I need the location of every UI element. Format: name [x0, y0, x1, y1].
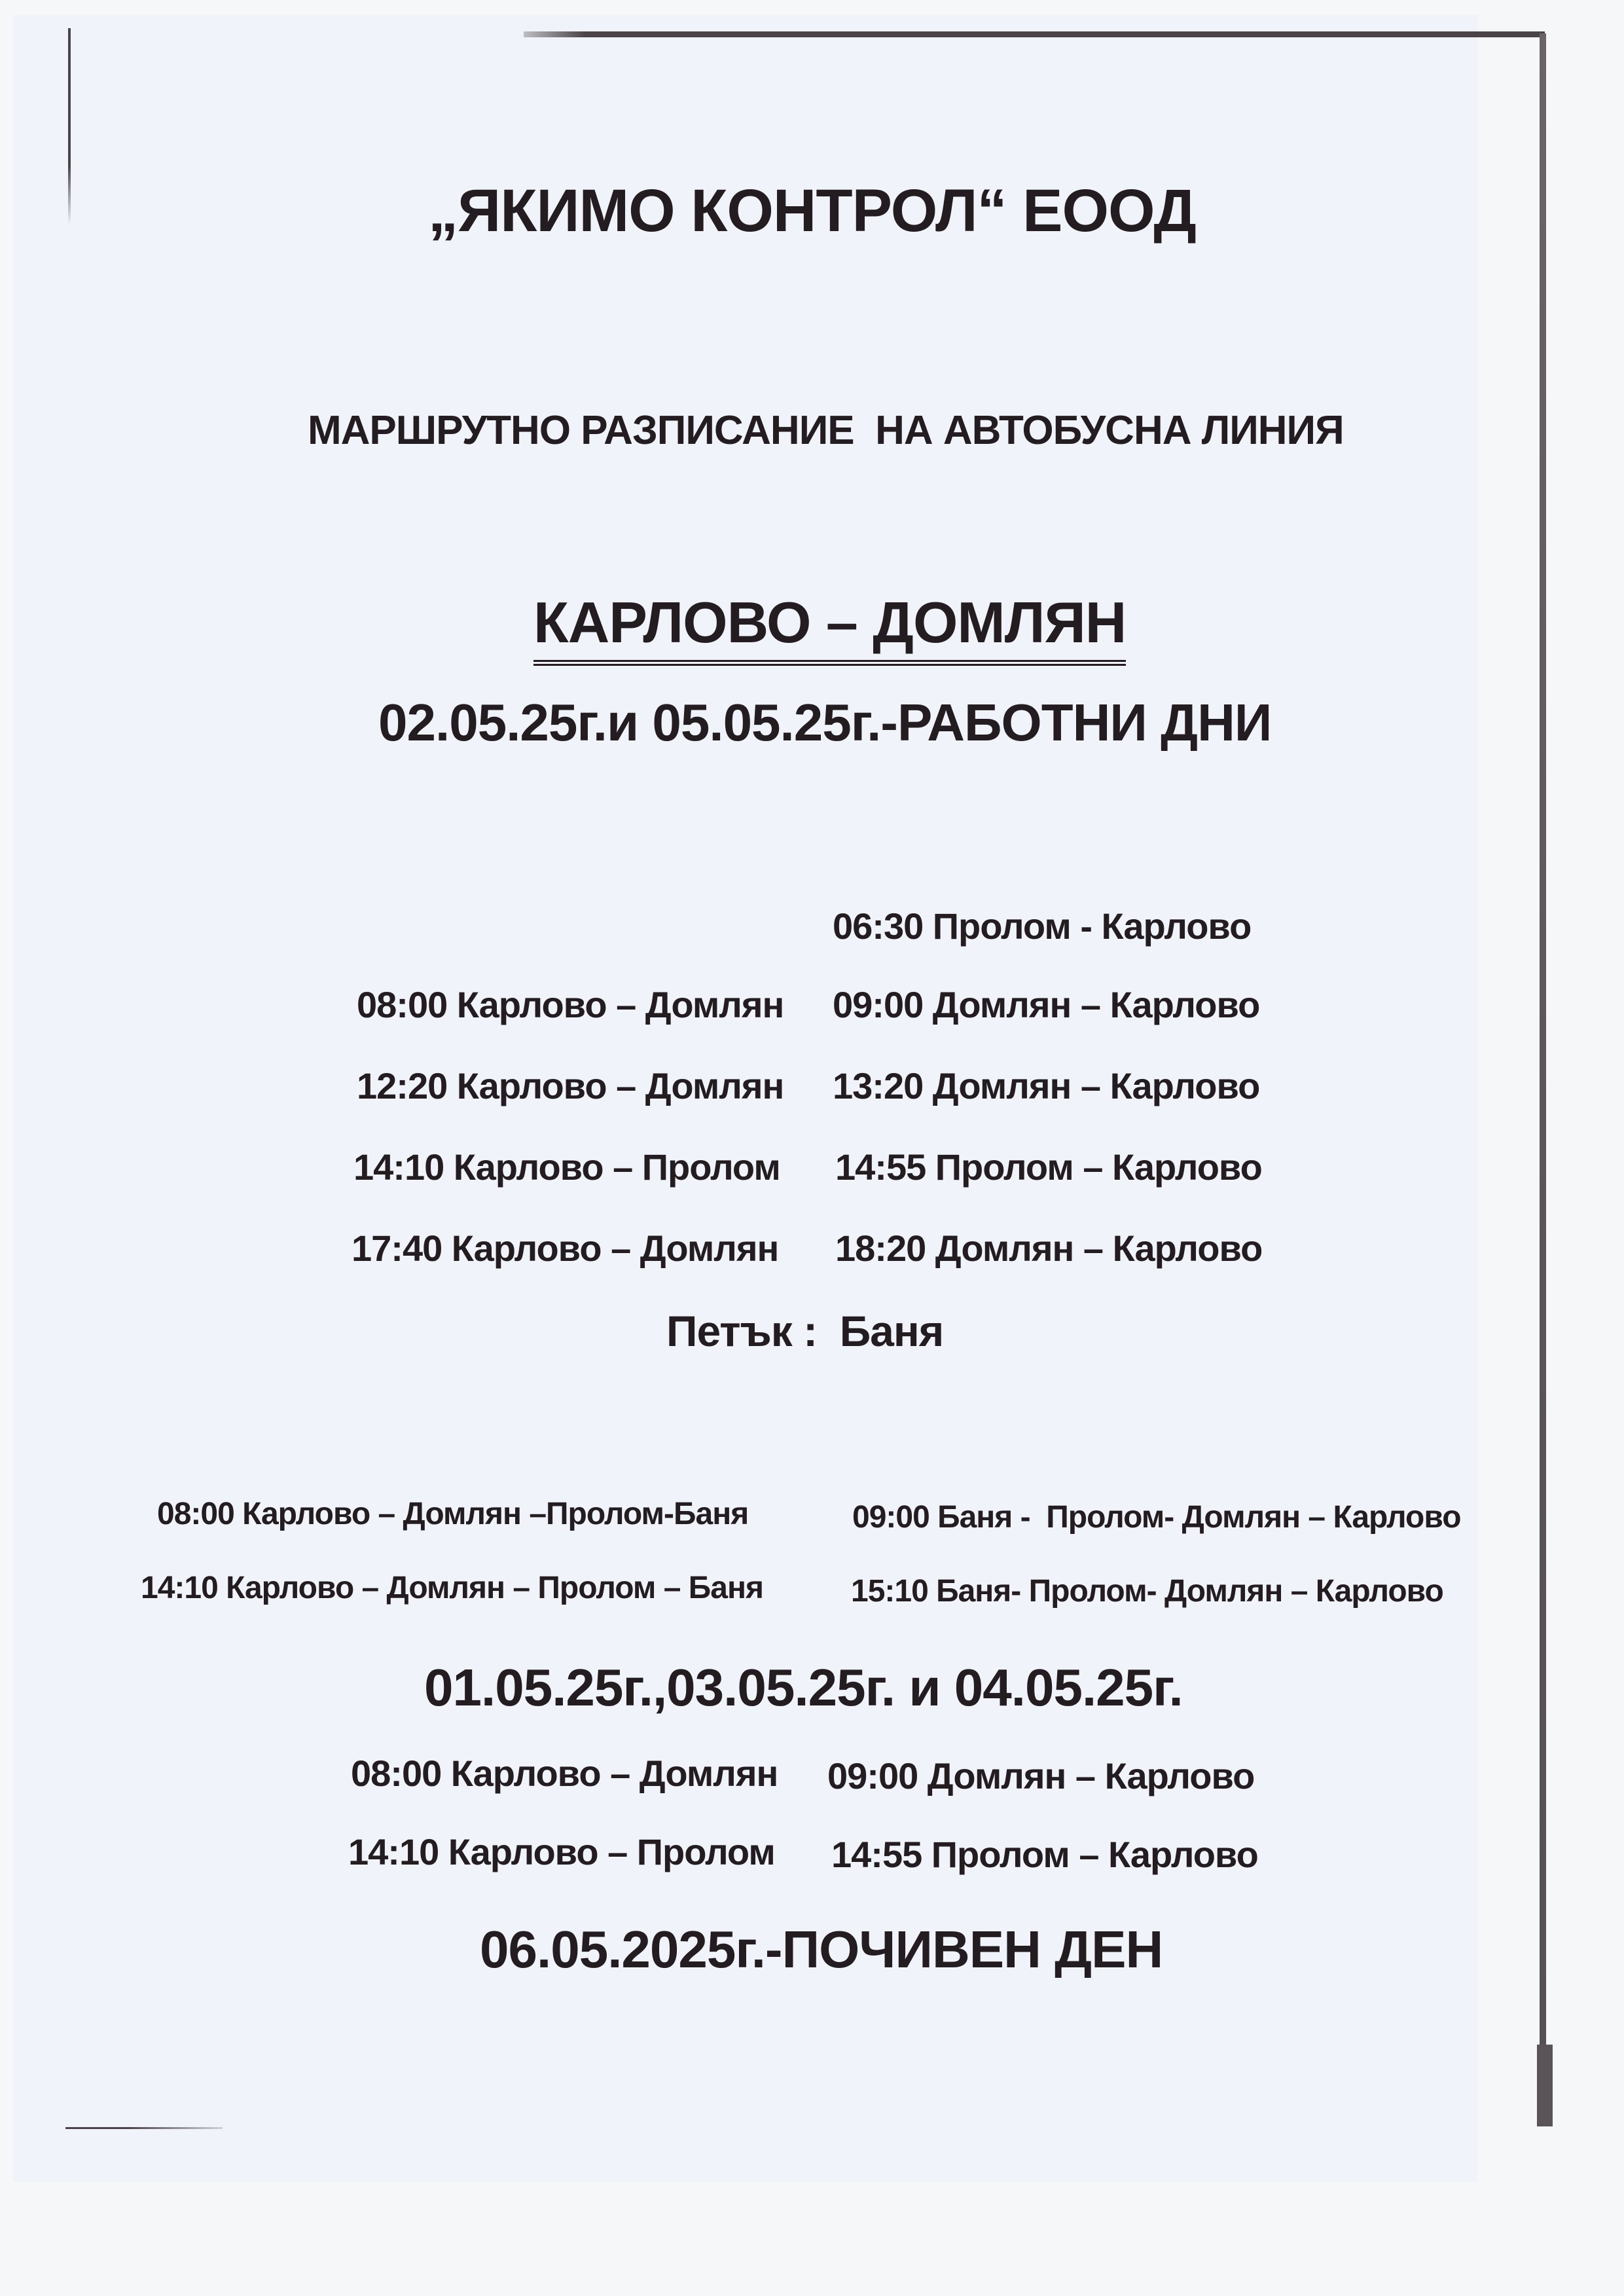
company-name: „ЯКИМО КОНТРОЛ“ ЕООД: [428, 177, 1196, 244]
schedule-entry-departure: 14:10 Карлово – Домлян – Пролом – Баня: [141, 1571, 763, 1605]
schedule-entry-departure: 08:00 Карлово – Домлян: [351, 1753, 778, 1794]
schedule-entry-departure: 08:00 Карлово – Домлян: [357, 984, 784, 1025]
schedule-entry-departure: 14:10 Карлово – Пролом: [348, 1831, 775, 1872]
schedule-entry-return: 14:55 Пролом – Карлово: [835, 1146, 1262, 1188]
holidays-heading: 01.05.25г.,03.05.25г. и 04.05.25г.: [424, 1658, 1183, 1717]
schedule-subtitle: МАРШРУТНО РАЗПИСАНИЕ НА АВТОБУСНА ЛИНИЯ: [308, 408, 1344, 453]
schedule-entry-return: 09:00 Домлян – Карлово: [827, 1755, 1255, 1796]
schedule-entry-return: 09:00 Баня - Пролом- Домлян – Карлово: [852, 1500, 1461, 1535]
right-border-line: [1540, 33, 1546, 2115]
working-days-heading: 02.05.25г.и 05.05.25г.-РАБОТНИ ДНИ: [378, 693, 1272, 752]
bottom-border-line: [65, 2127, 223, 2129]
top-border-line: [524, 31, 1545, 37]
schedule-entry-return: 15:10 Баня- Пролом- Домлян – Карлово: [851, 1574, 1443, 1609]
schedule-entry-return: 14:55 Пролом – Карлово: [831, 1834, 1258, 1875]
schedule-entry-return: 18:20 Домлян – Карлово: [835, 1228, 1263, 1269]
schedule-entry-departure: 12:20 Карлово – Домлян: [357, 1065, 784, 1106]
friday-heading: Петък : Баня: [666, 1307, 944, 1355]
schedule-entry-return: 06:30 Пролом - Карлово: [833, 905, 1252, 947]
right-border-line-end: [1537, 2045, 1553, 2126]
schedule-entry-departure: 08:00 Карлово – Домлян –Пролом-Баня: [157, 1497, 749, 1531]
schedule-entry-departure: 14:10 Карлово – Пролом: [353, 1146, 780, 1188]
schedule-entry-return: 09:00 Домлян – Карлово: [833, 984, 1260, 1025]
day-off-notice: 06.05.2025г.-ПОЧИВЕН ДЕН: [480, 1920, 1163, 1978]
route-title: КАРЛОВО – ДОМЛЯН: [533, 589, 1126, 666]
schedule-entry-return: 13:20 Домлян – Карлово: [833, 1065, 1260, 1106]
schedule-entry-departure: 17:40 Карлово – Домлян: [352, 1228, 779, 1269]
